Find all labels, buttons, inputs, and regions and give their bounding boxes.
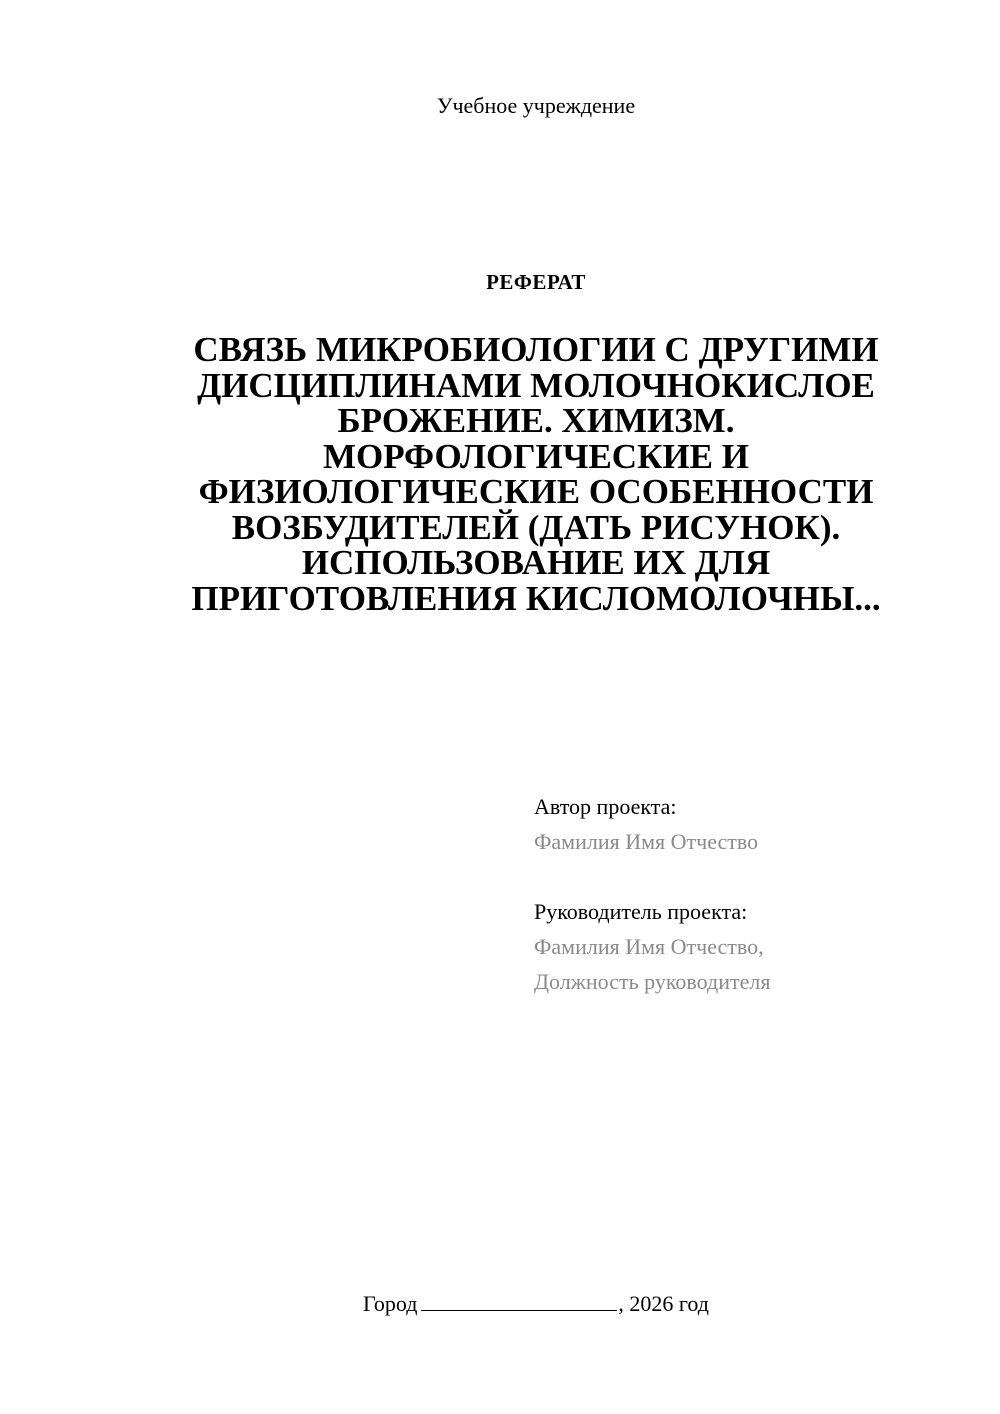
footer-city-year (0, 1290, 1000, 1318)
supervisor-label: Руководитель проекта: (534, 899, 748, 924)
document-title: СВЯЗЬ МИКРОБИОЛОГИИ С ДРУГИМИ ДИСЦИПЛИНАМИ МОЛОЧНОКИСЛОЕ БРОЖЕНИЕ. ХИМИЗМ. МОРФОЛОГИЧЕСКИЕ И ФИЗИОЛОГИЧЕСКИЕ ОСОБЕННОСТИ ВОЗБУДИТЕЛЕЙ (ДАТЬ РИСУНОК). ИСПОЛЬЗОВАНИЕ ИХ ДЛЯ ПРИГОТОВЛЕНИЯ КИСЛОМОЛОЧНЫ... (191, 330, 881, 618)
author-name: Фамилия Имя Отчество (534, 829, 759, 854)
authors-block (534, 789, 974, 999)
document-type: РЕФЕРАТ (486, 270, 586, 294)
authors-spacer (534, 859, 974, 894)
author-label: Автор проекта: (534, 794, 677, 819)
footer-city: Город (363, 1291, 418, 1316)
city-blank-line (421, 1290, 617, 1311)
supervisor-position: Должность руководителя (534, 969, 771, 994)
footer-year: , 2026 год (618, 1291, 709, 1316)
supervisor-name: Фамилия Имя Отчество, (534, 934, 764, 959)
institution-name: Учебное учреждение (436, 93, 636, 118)
